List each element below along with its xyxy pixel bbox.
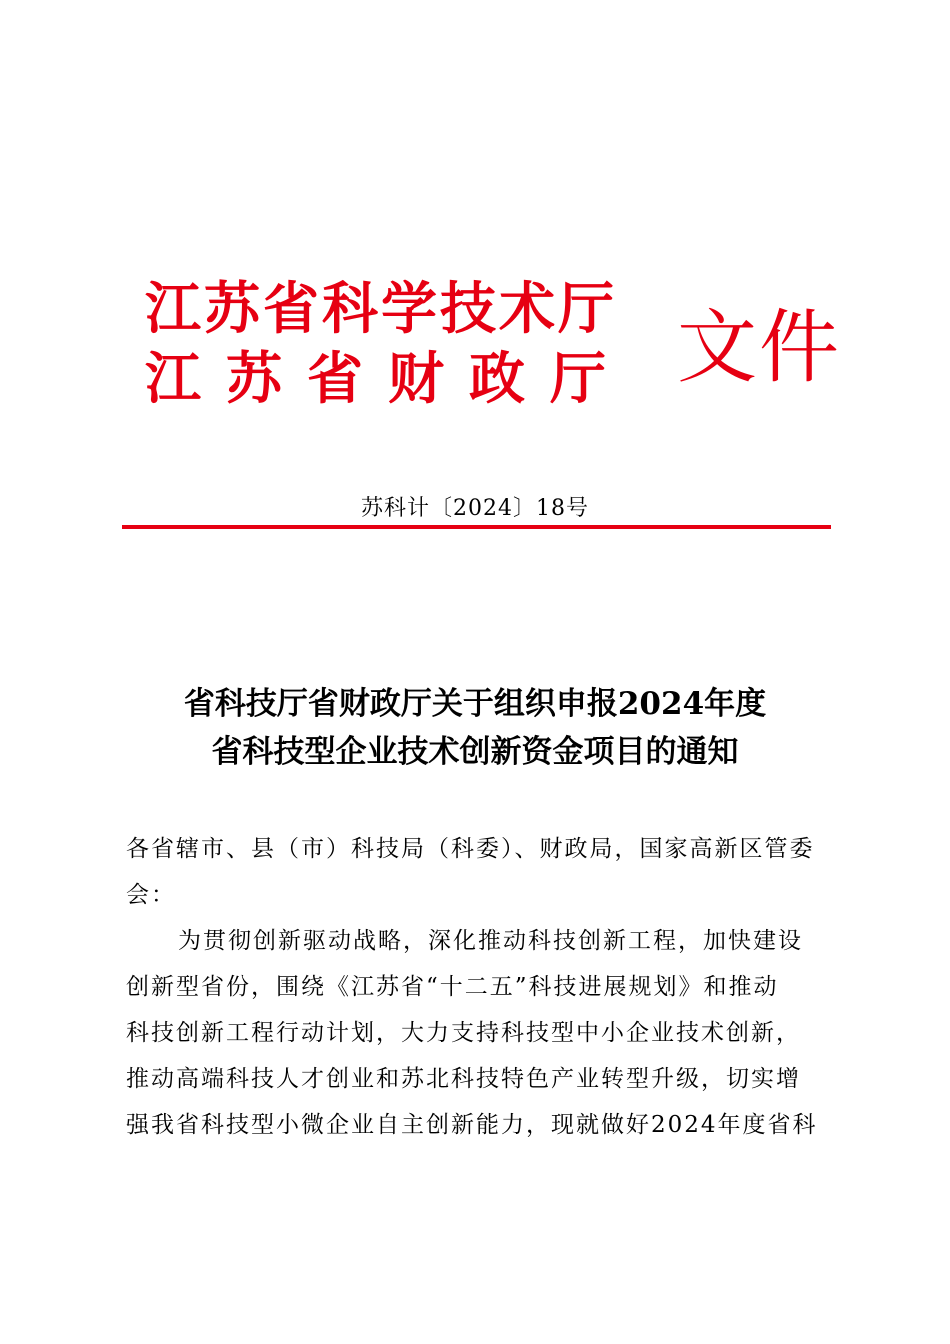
body-line: 会： [126, 882, 176, 908]
body-line: 推动高端科技人才创业和苏北科技特色产业转型升级，切实增 [126, 1066, 801, 1092]
red-header [145, 272, 841, 422]
issuer-line-1: 江苏省科学技术厅 [145, 277, 617, 342]
title-line-2: 省科技型企业技术创新资金项目的通知 [211, 734, 739, 770]
body-line: 强我省科技型小微企业自主创新能力，现就做好2024年度省科 [126, 1112, 818, 1138]
body-line: 为贯彻创新驱动战略，深化推动科技创新工程，加快建设 [178, 928, 803, 954]
document-title [0, 680, 950, 776]
title-line-1: 省科技厅省财政厅关于组织申报2024年度 [183, 686, 767, 722]
issuer-line-2: 江苏省财政厅 [145, 347, 631, 412]
document-body [126, 826, 826, 1148]
body-line: 各省辖市、县（市）科技局（科委）、财政局，国家高新区管委 [126, 836, 815, 862]
body-line: 创新型省份，围绕《江苏省“十二五”科技进展规划》和推动 [126, 974, 779, 1000]
document-number: 苏科计〔2024〕18号 [361, 496, 589, 521]
red-divider [122, 525, 831, 529]
body-line: 科技创新工程行动计划，大力支持科技型中小企业技术创新， [126, 1020, 801, 1046]
doc-type-label: 文件 [677, 301, 841, 394]
